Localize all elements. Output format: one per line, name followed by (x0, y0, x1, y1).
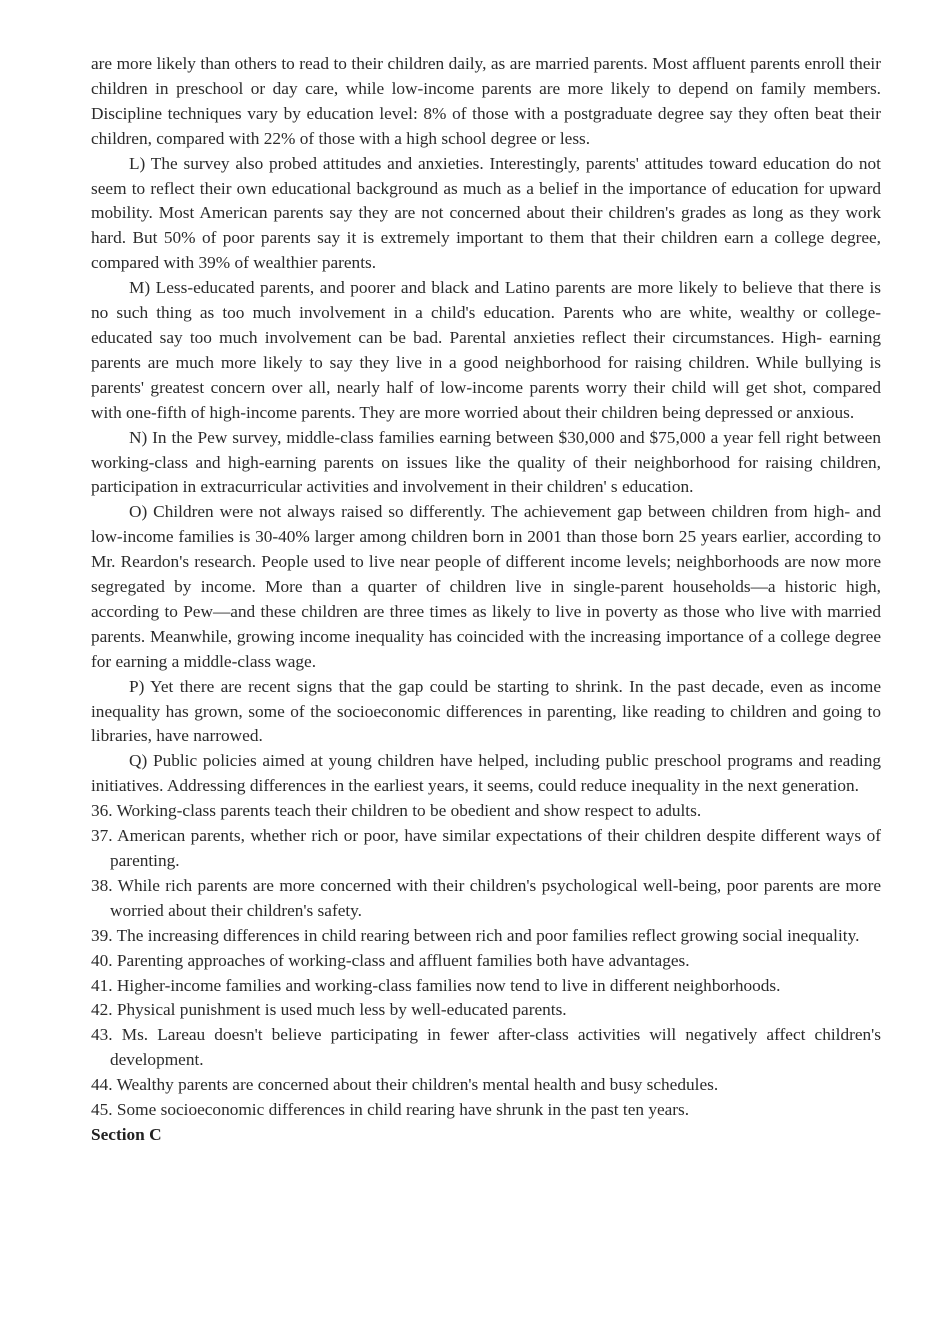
question-36: 36. Working-class parents teach their children to be obedient and show respect to adults. (91, 801, 702, 821)
paragraph-m: M) Less-educated parents, and poorer and black and Latino parents are more likely to believe that there is no such thing as too much involvement in a child's education. Parents who are white, wealthy or college- educated say too much involvement can be bad. Parental anxieties reflect their circumstances. High- earning parents are much more likely to say they live in a good neighborhood for raising children. While bullying is parents' greatest concern over all, nearly half of low-income parents worry their child will get shot, compared with one-fifth of high-income parents. They are more worried about their children being depressed or anxious. (91, 278, 881, 422)
paragraph-n: N) In the Pew survey, middle-class families earning between $30,000 and $75,000 a year fell right between working-class and high-earning parents on issues like the quality of their neighborhood for raising children, participation in extracurricular activities and involvement in their children' s education. (91, 427, 881, 497)
question-39: 39. The increasing differences in child rearing between rich and poor families reflect growing social inequality. (91, 925, 860, 945)
question-45: 45. Some socioeconomic differences in child rearing have shrunk in the past ten years. (91, 1100, 690, 1120)
question-44: 44. Wealthy parents are concerned about their children's mental health and busy schedules. (91, 1075, 719, 1095)
paragraph-l: L) The survey also probed attitudes and anxieties. Interestingly, parents' attitudes toward education do not seem to reflect their own educational background as much as a belief in the importance of education for upward mobility. Most American parents say they are not concerned about their children's grades as long as they work hard. But 50% of poor parents say it is extremely important to them that their children earn a college degree, compared with 39% of wealthier parents. (91, 153, 881, 273)
question-38: 38. While rich parents are more concerned with their children's psychological well-being, poor parents are more worried about their children's safety. (91, 875, 881, 920)
question-37: 37. American parents, whether rich or poor, have similar expectations of their children despite different ways of parenting. (91, 826, 881, 870)
section-heading: Section C (91, 1124, 162, 1144)
question-41: 41. Higher-income families and working-class families now tend to live in different neighborhoods. (91, 975, 781, 995)
document-page (91, 52, 881, 1148)
paragraph-p: P) Yet there are recent signs that the gap could be starting to shrink. In the past decade, even as income inequality has grown, some of the socioeconomic differences in parenting, like reading to children and going to libraries, have narrowed. (91, 676, 881, 746)
paragraph-o: O) Children were not always raised so differently. The achievement gap between children from high- and low-income families is 30-40% larger among children born in 2001 than those born 25 years earlier, according to Mr. Reardon's research. People used to live near people of different income levels; neighborhoods are now more segregated by income. More than a quarter of children live in single-parent households—a historic high, according to Pew—and these children are three times as likely to live in poverty as those who live with married parents. Meanwhile, growing income inequality has coincided with the increasing importance of a college degree for earning a middle-class wage. (91, 502, 881, 671)
question-43: 43. Ms. Lareau doesn't believe participating in fewer after-class activities will negatively affect children's development. (91, 1025, 881, 1070)
question-40: 40. Parenting approaches of working-class and affluent families both have advantages. (91, 950, 690, 970)
paragraph-q: Q) Public policies aimed at young children have helped, including public preschool programs and reading initiatives. Addressing differences in the earliest years, it seems, could reduce inequality in the next generation. (91, 751, 881, 796)
paragraph-continuation: are more likely than others to read to their children daily, as are married parents. Most affluent parents enroll their children in preschool or day care, while low-income parents are more likely to depend on family members. Discipline techniques vary by education level: 8% of those with a postgraduate degree say they often beat their children, compared with 22% of those with a high school degree or less. (91, 54, 881, 148)
question-42: 42. Physical punishment is used much less by well-educated parents. (91, 1000, 567, 1020)
question-list (91, 799, 881, 1123)
